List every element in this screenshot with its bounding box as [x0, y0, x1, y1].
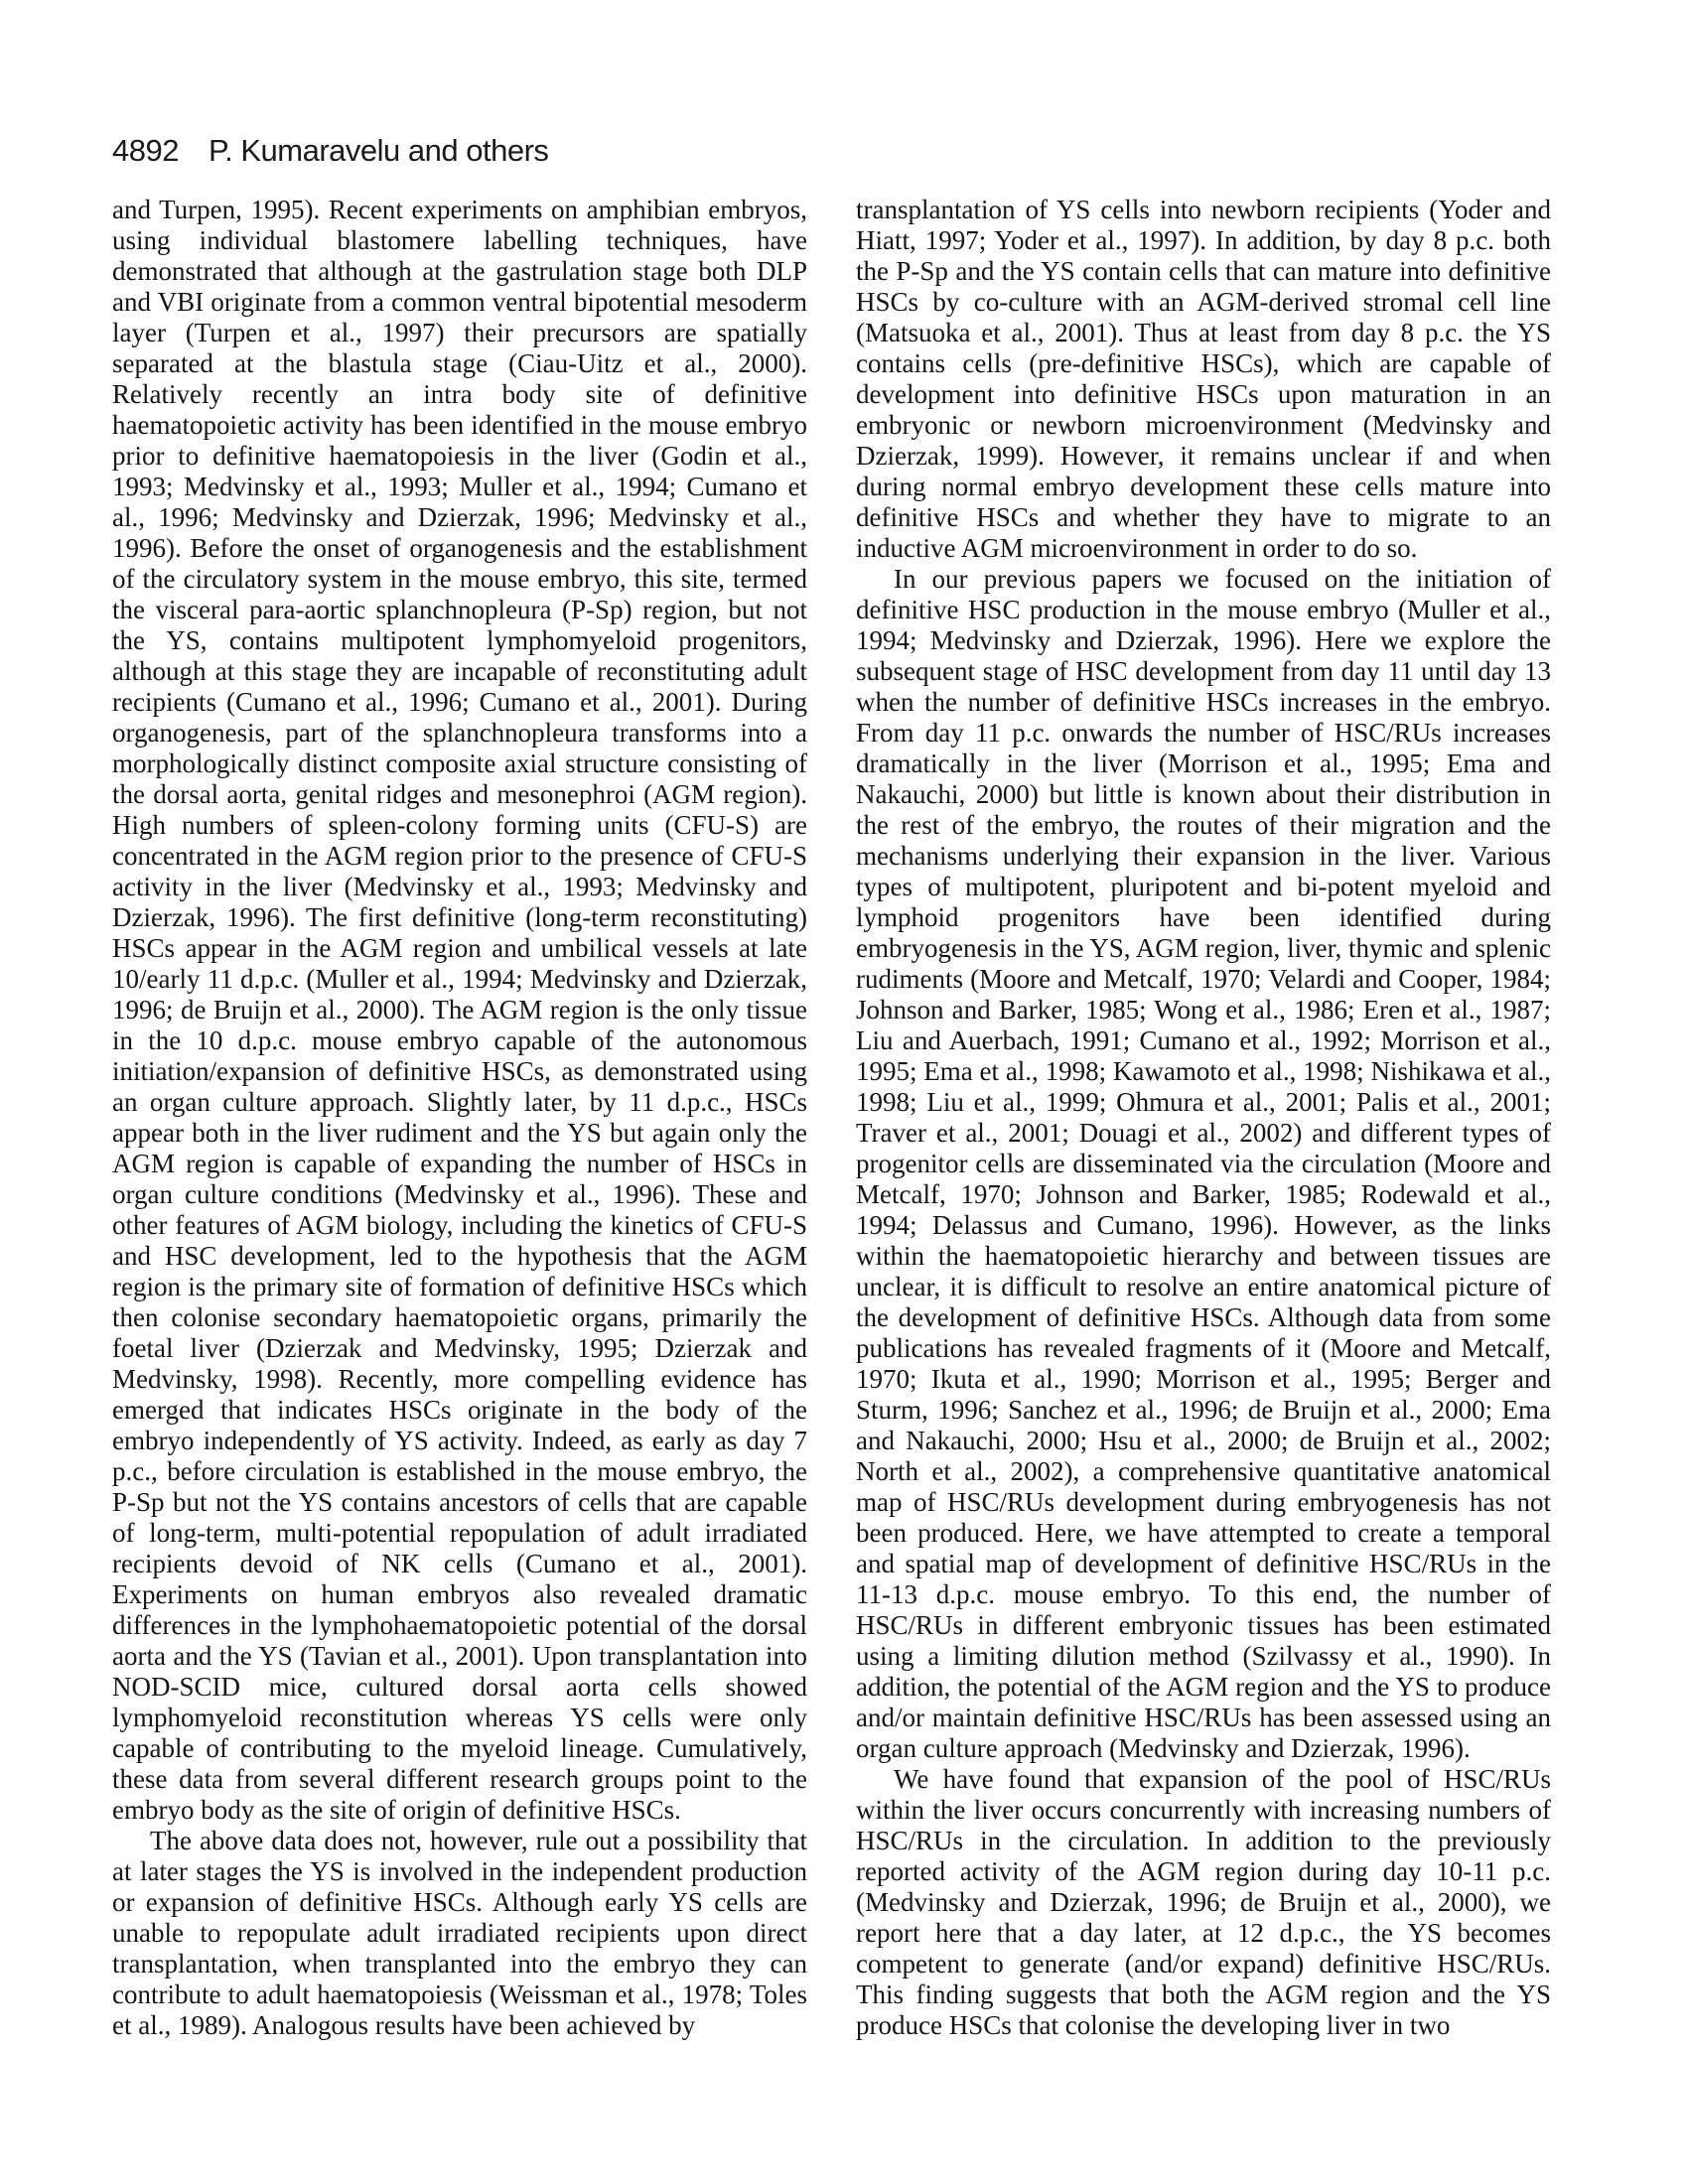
paragraph: and Turpen, 1995). Recent experiments on amphibian embryos, using individual blastomere labelling techniques, have demonstrated that although at the gastrulation stage both DLP and VBI originate from a common ventral bipotential mesoderm layer (Turpen et al., 1997) their precursors are spatially separated at the blastula stage (Ciau-Uitz et al., 2000). Relatively recently an intra body site of definitive haematopoietic activity has been identified in the mouse embryo prior to definitive haematopoiesis in the liver (Godin et al., 1993; Medvinsky et al., 1993; Muller et al., 1994; Cumano et al., 1996; Medvinsky and Dzierzak, 1996; Medvinsky et al., 1996). Before the onset of organogenesis and the establishment of the circulatory system in the mouse embryo, this site, termed the visceral para-aortic splanchnopleura (P-Sp) region, but not the YS, contains multipotent lymphomyeloid progenitors, although at this stage they are incapable of reconstituting adult recipients (Cumano et al., 1996; Cumano et al., 2001). During organogenesis, part of the splanchnopleura transforms into a morphologically distinct composite axial structure consisting of the dorsal aorta, genital ridges and mesonephroi (AGM region). High numbers of spleen-colony forming units (CFU-S) are concentrated in the AGM region prior to the presence of CFU-S activity in the liver (Medvinsky et al., 1993; Medvinsky and Dzierzak, 1996). The first definitive (long-term reconstituting) HSCs appear in the AGM region and umbilical vessels at late 10/early 11 d.p.c. (Muller et al., 1994; Medvinsky and Dzierzak, 1996; de Bruijn et al., 2000). The AGM region is the only tissue in the 10 d.p.c. mouse embryo capable of the autonomous initiation/expansion of definitive HSCs, as demonstrated using an organ culture approach. Slightly later, by 11 d.p.c., HSCs appear both in the liver rudiment and the YS but again only the AGM region is capable of expanding the number of HSCs in organ culture conditions (Medvinsky et al., 1996). These and other features of AGM biology, including the kinetics of CFU-S and HSC development, led to the hypothesis that the AGM region is the primary site of formation of definitive HSCs which then colonise secondary haematopoietic organs, primarily the foetal liver (Dzierzak and Medvinsky, 1995; Dzierzak and Medvinsky, 1998). Recently, more compelling evidence has emerged that indicates HSCs originate in the body of the embryo independently of YS activity. Indeed, as early as day 7 p.c., before circulation is established in the mouse embryo, the P-Sp but not the YS contains ancestors of cells that are capable of long-term, multi-potential repopulation of adult irradiated recipients devoid of NK cells (Cumano et al., 2001). Experiments on human embryos also revealed dramatic differences in the lymphohaematopoietic potential of the dorsal aorta and the YS (Tavian et al., 2001). Upon transplantation into NOD-SCID mice, cultured dorsal aorta cells showed lymphomyeloid reconstitution whereas YS cells were only capable of contributing to the myeloid lineage. Cumulatively, these data from several different research groups point to the embryo body as the site of origin of definitive HSCs.	[112, 195, 807, 1825]
running-head	[112, 133, 548, 169]
paragraph: transplantation of YS cells into newborn recipients (Yoder and Hiatt, 1997; Yoder et al., 1997). In addition, by day 8 p.c. both the P-Sp and the YS contain cells that can mature into definitive HSCs by co-culture with an AGM-derived stromal cell line (Matsuoka et al., 2001). Thus at least from day 8 p.c. the YS contains cells (pre-definitive HSCs), which are capable of development into definitive HSCs upon maturation in an embryonic or newborn microenvironment (Medvinsky and Dzierzak, 1999). However, it remains unclear if and when during normal embryo development these cells mature into definitive HSCs and whether they have to migrate to an inductive AGM microenvironment in order to do so.	[856, 195, 1551, 563]
page-number: 4892	[112, 133, 179, 168]
text-column-left	[112, 195, 807, 2041]
running-head-authors: P. Kumaravelu and others	[208, 133, 549, 168]
text-column-right	[856, 195, 1551, 2041]
paragraph: In our previous papers we focused on the initiation of definitive HSC production in the mouse embryo (Muller et al., 1994; Medvinsky and Dzierzak, 1996). Here we explore the subsequent stage of HSC development from day 11 until day 13 when the number of definitive HSCs increases in the embryo. From day 11 p.c. onwards the number of HSC/RUs increases dramatically in the liver (Morrison et al., 1995; Ema and Nakauchi, 2000) but little is known about their distribution in the rest of the embryo, the routes of their migration and the mechanisms underlying their expansion in the liver. Various types of multipotent, pluripotent and bi-potent myeloid and lymphoid progenitors have been identified during embryogenesis in the YS, AGM region, liver, thymic and splenic rudiments (Moore and Metcalf, 1970; Velardi and Cooper, 1984; Johnson and Barker, 1985; Wong et al., 1986; Eren et al., 1987; Liu and Auerbach, 1991; Cumano et al., 1992; Morrison et al., 1995; Ema et al., 1998; Kawamoto et al., 1998; Nishikawa et al., 1998; Liu et al., 1999; Ohmura et al., 2001; Palis et al., 2001; Traver et al., 2001; Douagi et al., 2002) and different types of progenitor cells are disseminated via the circulation (Moore and Metcalf, 1970; Johnson and Barker, 1985; Rodewald et al., 1994; Delassus and Cumano, 1996). However, as the links within the haematopoietic hierarchy and between tissues are unclear, it is difficult to resolve an entire anatomical picture of the development of definitive HSCs. Although data from some publications has revealed fragments of it (Moore and Metcalf, 1970; Ikuta et al., 1990; Morrison et al., 1995; Berger and Sturm, 1996; Sanchez et al., 1996; de Bruijn et al., 2000; Ema and Nakauchi, 2000; Hsu et al., 2000; de Bruijn et al., 2002; North et al., 2002), a comprehensive quantitative anatomical map of HSC/RUs development during embryogenesis has not been produced. Here, we have attempted to create a temporal and spatial map of development of definitive HSC/RUs in the 11-13 d.p.c. mouse embryo. To this end, the number of HSC/RUs in different embryonic tissues has been estimated using a limiting dilution method (Szilvassy et al., 1990). In addition, the potential of the AGM region and the YS to produce and/or maintain definitive HSC/RUs has been assessed using an organ culture approach (Medvinsky and Dzierzak, 1996).	[856, 564, 1551, 1763]
paragraph: We have found that expansion of the pool of HSC/RUs within the liver occurs concurrently with increasing numbers of HSC/RUs in the circulation. In addition to the previously reported activity of the AGM region during day 10-11 p.c. (Medvinsky and Dzierzak, 1996; de Bruijn et al., 2000), we report here that a day later, at 12 d.p.c., the YS becomes competent to generate (and/or expand) definitive HSC/RUs. This finding suggests that both the AGM region and the YS produce HSCs that colonise the developing liver in two	[856, 1764, 1551, 2040]
paragraph: The above data does not, however, rule out a possibility that at later stages the YS is involved in the independent production or expansion of definitive HSCs. Although early YS cells are unable to repopulate adult irradiated recipients upon direct transplantation, when transplanted into the embryo they can contribute to adult haematopoiesis (Weissman et al., 1978; Toles et al., 1989). Analogous results have been achieved by	[112, 1826, 807, 2040]
